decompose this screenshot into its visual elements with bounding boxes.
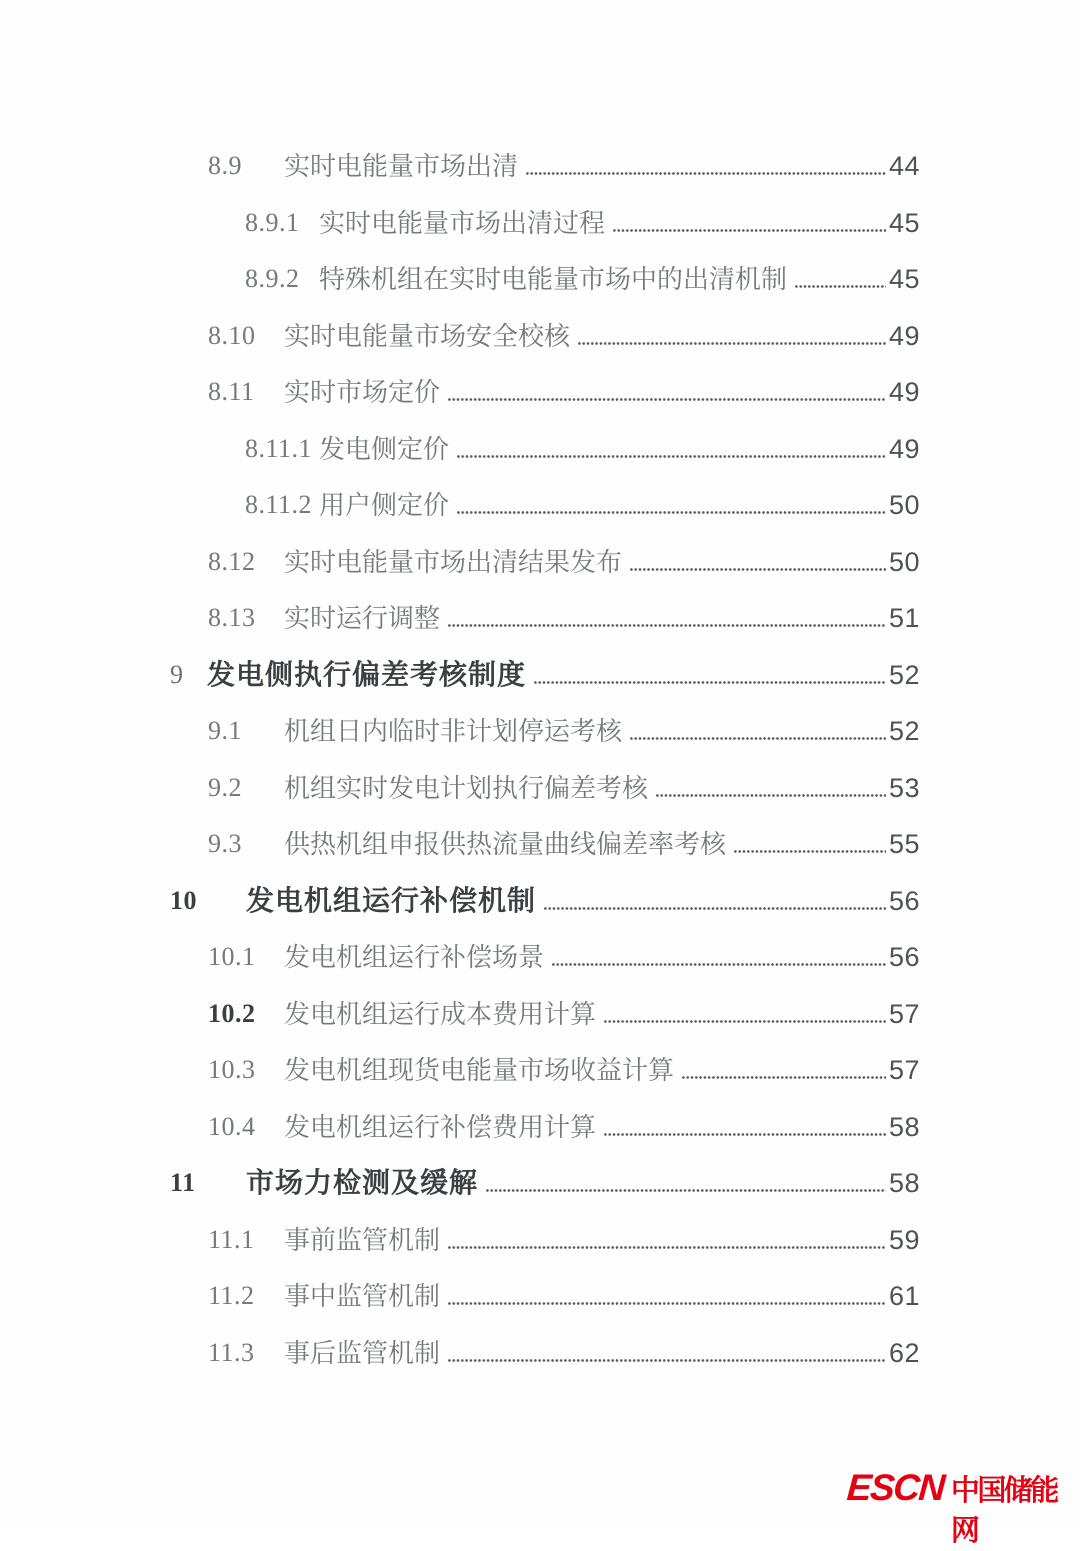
toc-entry[interactable] [208,1278,920,1314]
toc-entry-page: 58 [888,1112,920,1142]
toc-entry-page: 55 [888,829,920,859]
toc-entry-number: 9.3 [208,829,242,858]
toc-leader-dots [682,1076,886,1079]
toc-entry-page: 52 [888,660,920,690]
toc-leader-dots [578,342,886,345]
toc-leader-dots [552,963,886,966]
toc-leader-dots [734,850,886,853]
toc-entry-title: 发电机组运行补偿机制 [246,885,537,916]
toc-entry[interactable] [170,657,920,693]
toc-entry-number: 11.1 [208,1225,255,1254]
toc-entry-number: 11 [170,1168,196,1197]
toc-leader-dots [448,624,886,627]
toc-leader-dots [795,285,886,288]
toc-entry[interactable] [208,1109,920,1145]
escn-logo-text-en: ESCN [845,1467,946,1508]
toc-entry[interactable] [208,374,920,410]
escn-logo [845,1467,1080,1547]
toc-leader-dots [448,1302,886,1305]
toc-entry-title: 发电机组现货电能量市场收益计算 [284,1056,675,1085]
toc-leader-dots [534,681,886,684]
toc-entry-title: 事中监管机制 [284,1282,441,1311]
toc-entry-page: 53 [888,773,920,803]
toc-entry-page: 49 [888,434,920,464]
toc-entry-title: 供热机组申报供热流量曲线偏差率考核 [284,830,727,859]
toc-entry-page: 45 [888,264,920,294]
toc-entry-number: 8.11.2 [245,490,313,519]
toc-entry-title: 实时电能量市场出清过程 [319,209,606,238]
toc-leader-dots [544,907,886,910]
toc-entry-page: 62 [888,1338,920,1368]
toc-entry-number: 8.11 [208,377,255,406]
toc-leader-dots [656,794,886,797]
toc-entry-page: 50 [888,490,920,520]
toc-entry-title: 发电侧执行偏差考核制度 [207,659,527,690]
toc-entry-number: 8.9 [208,151,242,180]
escn-logo-text-cn: 中国储能网 [950,1475,1057,1547]
toc-entry[interactable] [245,261,920,297]
toc-entry-number: 10.3 [208,1055,256,1084]
toc-entry-number: 8.12 [208,547,256,576]
toc-entry-title: 实时电能量市场安全校核 [284,322,571,351]
toc-entry[interactable] [208,770,920,806]
toc-entry-title: 机组日内临时非计划停运考核 [284,717,623,746]
toc-entry-title: 实时电能量市场出清结果发布 [284,548,623,577]
toc-leader-dots [448,398,886,401]
toc-entry-title: 发电机组运行成本费用计算 [284,1000,597,1029]
toc-entry-number: 11.2 [208,1281,255,1310]
toc-entry[interactable] [245,431,920,467]
toc-leader-dots [457,511,886,514]
toc-entry[interactable] [208,939,920,975]
toc-leader-dots [604,1133,886,1136]
toc-entry[interactable] [208,1052,920,1088]
toc-entry-number: 10.4 [208,1112,256,1141]
toc-entry-page: 45 [888,208,920,238]
toc-entry-page: 57 [888,999,920,1029]
toc-entry-number: 8.11.1 [245,434,313,463]
toc-leader-dots [526,172,886,175]
toc-entry[interactable] [208,826,920,862]
toc-entry-title: 事后监管机制 [284,1339,441,1368]
toc-entry-page: 56 [888,886,920,916]
toc-entry[interactable] [208,996,920,1032]
toc-entry[interactable] [208,600,920,636]
toc-entry[interactable] [245,205,920,241]
toc-entry-number: 8.9.2 [245,264,300,293]
toc-leader-dots [457,455,886,458]
toc-entry-page: 50 [888,547,920,577]
toc-entry-number: 8.10 [208,321,256,350]
toc-entry-page: 56 [888,942,920,972]
toc-entry-title: 机组实时发电计划执行偏差考核 [284,774,649,803]
toc-entry-title: 用户侧定价 [319,491,450,520]
toc-entry-title: 特殊机组在实时电能量市场中的出清机制 [319,265,788,294]
toc-entry-page: 51 [888,603,920,633]
toc-entry-number: 9 [170,660,184,689]
toc-entry-title: 发电机组运行补偿费用计算 [284,1113,597,1142]
toc-entry[interactable] [208,148,920,184]
toc-entry-number: 9.1 [208,716,242,745]
toc-entry-number: 10.1 [208,942,256,971]
toc-entry-title: 实时电能量市场出清 [284,152,519,181]
toc-entry-title: 实时市场定价 [284,378,441,407]
toc-leader-dots [613,229,886,232]
toc-entry-page: 58 [888,1168,920,1198]
toc-entry-number: 8.13 [208,603,256,632]
toc-entry-page: 59 [888,1225,920,1255]
toc-entry-title: 发电机组运行补偿场景 [284,943,545,972]
toc-entry-title: 发电侧定价 [319,435,450,464]
toc-entry-number: 10 [170,886,197,915]
toc-entry[interactable] [208,713,920,749]
toc-entry[interactable] [208,1335,920,1371]
toc-entry-number: 10.2 [208,999,256,1028]
toc-leader-dots [630,568,886,571]
toc-entry-page: 52 [888,716,920,746]
toc-entry-title: 实时运行调整 [284,604,441,633]
toc-entry[interactable] [170,883,920,919]
toc-entry[interactable] [208,1222,920,1258]
toc-leader-dots [486,1189,886,1192]
toc-leader-dots [604,1020,886,1023]
toc-entry-number: 9.2 [208,773,242,802]
toc-entry-title: 事前监管机制 [284,1226,441,1255]
toc-entry[interactable] [245,487,920,523]
toc-entry[interactable] [208,318,920,354]
toc-entry-page: 49 [888,321,920,351]
toc-entry-number: 11.3 [208,1338,255,1367]
toc-entry-page: 61 [888,1281,920,1311]
toc-entry-page: 49 [888,377,920,407]
toc-entry[interactable] [208,544,920,580]
toc-entry[interactable] [170,1165,920,1201]
toc-entry-page: 44 [888,151,920,181]
toc-leader-dots [448,1359,886,1362]
toc-leader-dots [630,737,886,740]
toc-entry-page: 57 [888,1055,920,1085]
toc-entry-title: 市场力检测及缓解 [246,1167,479,1198]
toc-leader-dots [448,1246,886,1249]
toc-entry-number: 8.9.1 [245,208,300,237]
